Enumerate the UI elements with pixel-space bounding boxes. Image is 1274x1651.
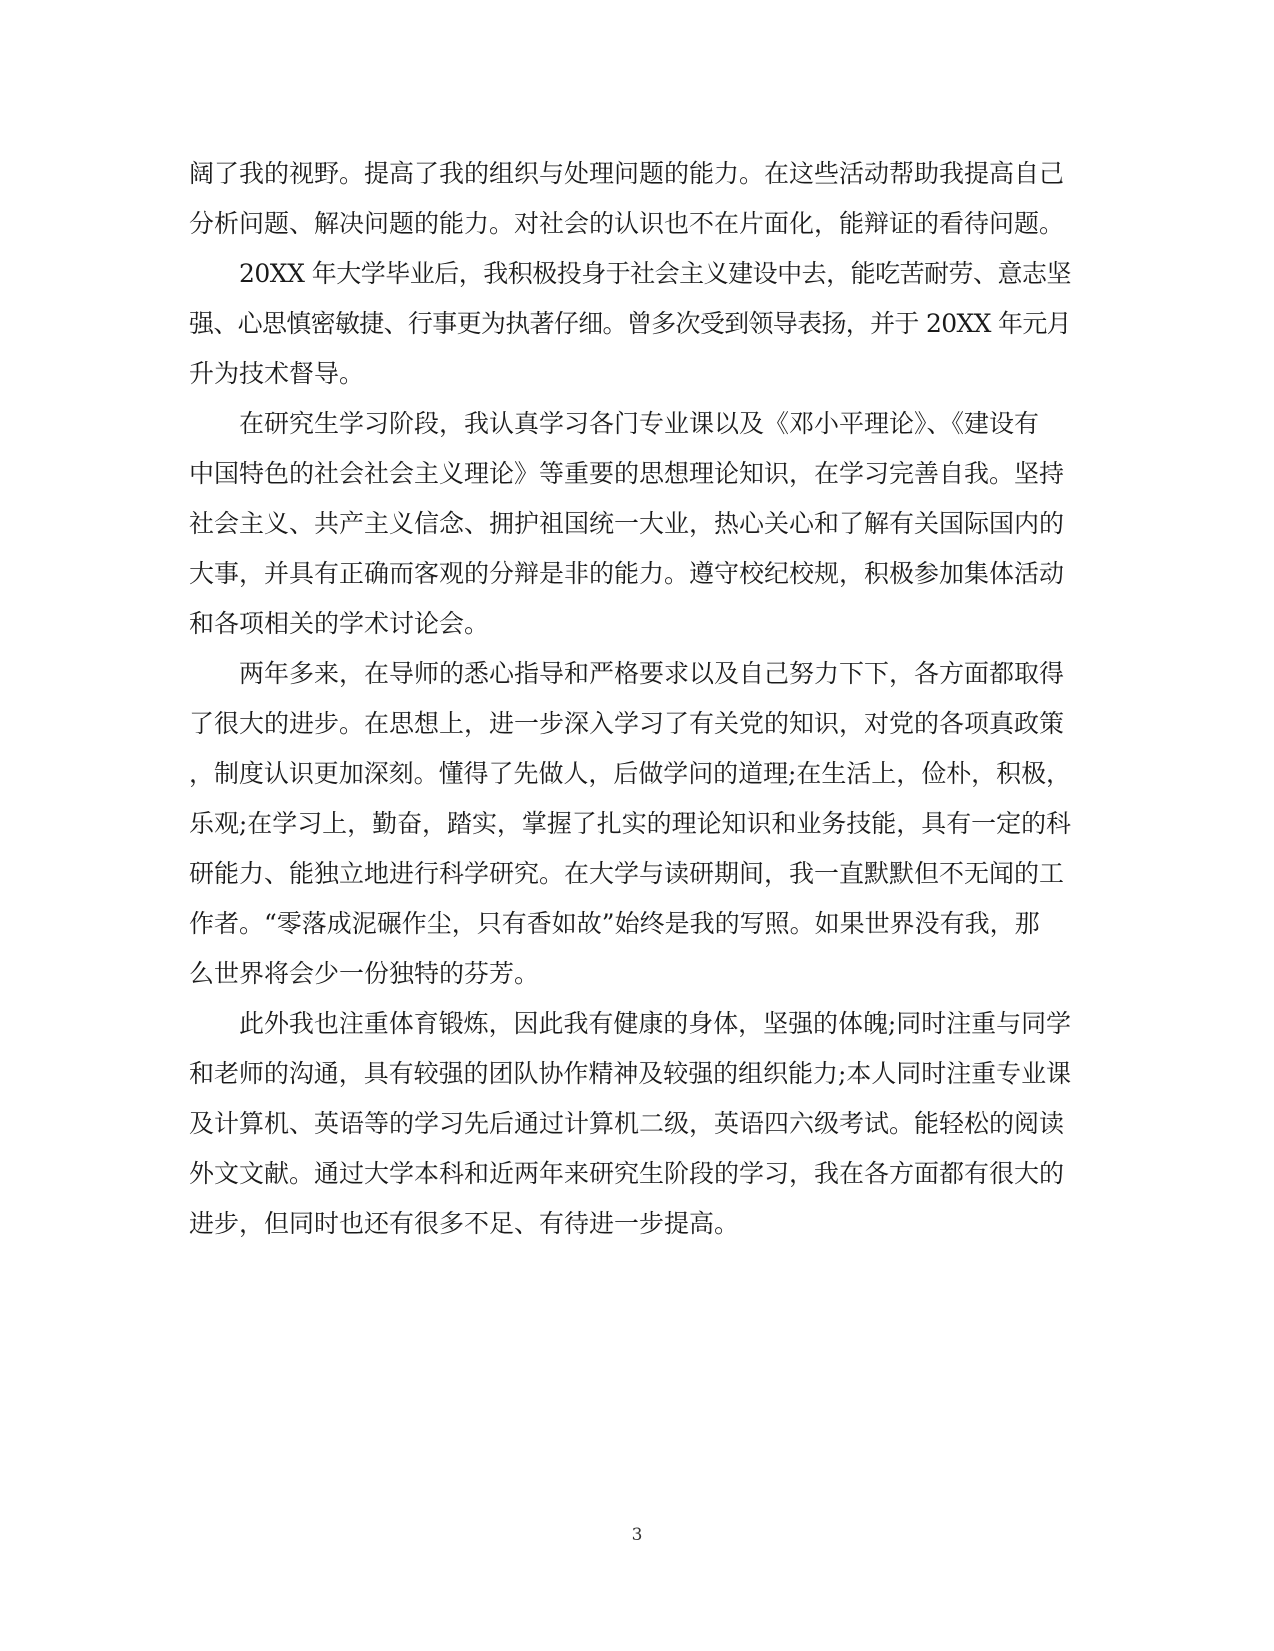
text-line: 大事，并具有正确而客观的分辩是非的能力。遵守校纪校规，积极参加集体活动 (189, 559, 1065, 588)
page-number: 3 (631, 1525, 643, 1545)
body-text (189, 153, 1071, 1253)
text-line: 此外我也注重体育锻炼，因此我有健康的身体，坚强的体魄;同时注重与同学 (239, 1009, 1071, 1038)
text-line: 分析问题、解决问题的能力。对社会的认识也不在片面化，能辩证的看待问题。 (189, 209, 1065, 238)
text-line: 阔了我的视野。提高了我的组织与处理问题的能力。在这些活动帮助我提高自己 (189, 159, 1065, 188)
text-line: 社会主义、共产主义信念、拥护祖国统一大业，热心关心和了解有关国际国内的 (189, 509, 1065, 538)
text-line: 乐观;在学习上，勤奋，踏实，掌握了扎实的理论知识和业务技能，具有一定的科 (189, 809, 1071, 838)
text-line: 强、心思慎密敏捷、行事更为执著仔细。曾多次受到领导表扬，并于 20XX 年元月 (189, 309, 1071, 338)
text-line: 两年多来，在导师的悉心指导和严格要求以及自己努力下下，各方面都取得 (239, 659, 1065, 688)
text-line: 及计算机、英语等的学习先后通过计算机二级，英语四六级考试。能轻松的阅读 (189, 1109, 1065, 1138)
text-line: 在研究生学习阶段，我认真学习各门专业课以及《邓小平理论》、《建设有 (239, 409, 1040, 438)
text-line: 中国特色的社会社会主义理论》等重要的思想理论知识，在学习完善自我。坚持 (189, 459, 1065, 488)
text-line: 外文文献。通过大学本科和近两年来研究生阶段的学习，我在各方面都有很大的 (189, 1159, 1065, 1188)
text-line: 和各项相关的学术讨论会。 (189, 609, 490, 638)
text-line: 作者。“零落成泥碾作尘，只有香如故”始终是我的写照。如果世界没有我，那 (189, 909, 1040, 938)
text-line: ，制度认识更加深刻。懂得了先做人，后做学问的道理;在生活上，俭朴，积极， (189, 759, 1071, 788)
text-line: 升为技术督导。 (189, 359, 365, 388)
text-line: 研能力、能独立地进行科学研究。在大学与读研期间，我一直默默但不无闻的工 (189, 859, 1065, 888)
text-line: 20XX 年大学毕业后，我积极投身于社会主义建设中去，能吃苦耐劳、意志坚 (239, 259, 1071, 288)
text-line: 了很大的进步。在思想上，进一步深入学习了有关党的知识，对党的各项真政策 (189, 709, 1065, 738)
text-line: 进步，但同时也还有很多不足、有待进一步提高。 (189, 1209, 740, 1238)
text-line: 么世界将会少一份独特的芬芳。 (189, 959, 540, 988)
text-line: 和老师的沟通，具有较强的团队协作精神及较强的组织能力;本人同时注重专业课 (189, 1059, 1071, 1088)
